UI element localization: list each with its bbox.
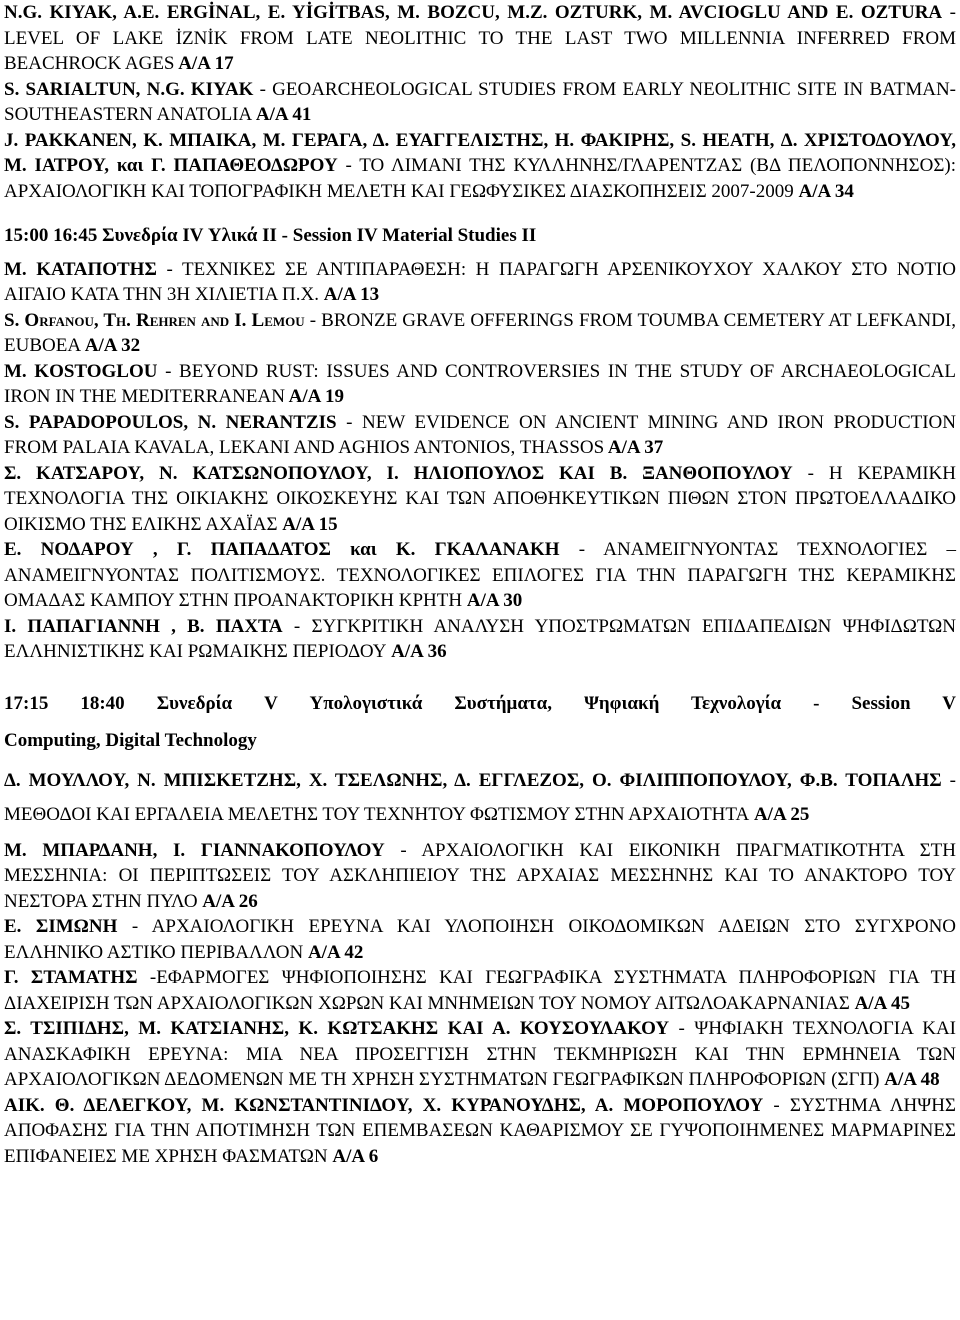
list-item	[4, 1016, 956, 1093]
session-heading-continued: Computing, Digital Technology	[4, 729, 257, 751]
entry-authors: M. KOSTOGLOU	[4, 360, 158, 382]
entry-title: - NEW EVIDENCE ON ANCIENT MINING AND IRON PRODUCTION FROM PALAIA KAVALA, LEKANI AND AGHIOS ANTONIOS, THASSOS	[4, 411, 956, 458]
list-item	[4, 914, 956, 965]
entry-aa-number: A/A 37	[604, 437, 664, 458]
entry-aa-number: A/A 41	[252, 104, 312, 125]
list-item	[4, 614, 956, 665]
entry-authors: N.G. KIYAK, A.E. ERGİNAL, E. YİGİTBAS, M. BOZCU, M.Z. OZTURK, M. AVCIOGLU AND E. OZTURA	[4, 2, 943, 23]
entry-authors: Σ. ΤΣΙΠΙΔΗΣ, Μ. ΚΑΤΣΙΑΝΗΣ, Κ. ΚΩΤΣΑΚΗΣ ΚΑΙ Α. ΚΟΥΣΟΥΛΑΚΟΥ	[4, 1018, 670, 1039]
entry-aa-number: A/A 15	[277, 513, 338, 535]
session5-entries	[4, 764, 956, 1170]
entry-aa-number: A/A 26	[197, 890, 258, 912]
entry-title: - ΤΕΧΝΙΚΕΣ ΣΕ ΑΝΤΙΠΑΡΑΘΕΣΗ: Η ΠΑΡΑΓΩΓΗ ΑΡΣΕΝΙΚΟΥΧΟΥ ΧΑΛΚΟΥ ΣΤΟ ΝΟΤΙΟ ΑΙΓΑΙΟ ΚΑΤΑ ΤΗΝ 3Η ΧΙΛΙΕΤΙΑ Π.Χ.	[4, 258, 956, 305]
entry-title: - ΑΡΧΑΙΟΛΟΓΙΚΗ ΕΡΕΥΝΑ ΚΑΙ ΥΛΟΠΟΙΗΣΗ ΟΙΚΟΔΟΜΙΚΩΝ ΑΔΕΙΩΝ ΣΤΟ ΣΥΓΧΡΟΝΟ ΕΛΛΗΝΙΚΟ ΑΣΤΙΚΟ ΠΕΡΙΒΑΛΛΟΝ	[4, 916, 957, 963]
session4-entries	[4, 257, 956, 665]
entry-aa-number: A/A 17	[174, 53, 234, 74]
entry-title: -ΕΦΑΡΜΟΓΕΣ ΨΗΦΙΟΠΟΙΗΣΗΣ ΚΑΙ ΓΕΩΓΡΑΦΙΚΑ ΣΥΣΤΗΜΑΤΑ ΠΛΗΡΟΦΟΡΙΩΝ ΓΙΑ ΤΗ ΔΙΑΧΕΙΡΙΣΗ ΤΩΝ ΑΡΧΑΙΟΛΟΓΙΚΩΝ ΧΩΡΩΝ ΚΑΙ ΜΝΗΜΕΙΩΝ ΤΟΥ ΝΟΜΟΥ ΑΙΤΩΛΟΑΚΑΡΝΑΝΙΑΣ	[4, 967, 956, 1014]
entry-aa-number: A/A 34	[793, 180, 854, 202]
entry-aa-number: A/A 45	[849, 992, 911, 1014]
entry-authors: J. PAKKANEN, K. ΜΠΑΙΚΑ, M. ΓΕΡΑΓΑ, Δ. ΕΥΑΓΓΕΛΙΣΤΗΣ, H. ΦΑΚΙΡΗΣ, S. HEATH, Δ. ΧΡΙΣΤΟΔΟΥΛΟΥ, M. ΙΑΤΡΟΥ, και Γ. ΠΑΠΑΘΕΟΔΩΡΟΥ	[4, 129, 956, 176]
entry-authors: Μ. ΜΠΑΡΔΑΝΗ, Ι. ΓΙΑΝΝΑΚΟΠΟΥΛΟΥ	[4, 839, 385, 861]
entry-title: - ΣΥΓΚΡΙΤΙΚΗ ΑΝΑΛΥΣΗ ΥΠΟΣΤΡΩΜΑΤΩΝ ΕΠΙΔΑΠΕΔΙΩΝ ΨΗΦΙΔΩΤΩΝ ΕΛΛΗΝΙΣΤΙΚΗΣ ΚΑΙ ΡΩΜΑΙΚΗΣ ΠΕΡΙΟΔΟΥ	[4, 615, 956, 662]
list-item	[4, 838, 956, 915]
entry-authors: Ε. ΝΟΔΑΡΟΥ , Γ. ΠΑΠΑΔΑΤΟΣ και Κ. ΓΚΑΛΑΝΑΚΗ	[4, 539, 560, 560]
entry-title: - ΑΝΑΜΕΙΓΝΥΟΝΤΑΣ ΤΕΧΝΟΛΟΓΙΕΣ – ΑΝΑΜΕΙΓΝΥΟΝΤΑΣ ΠΟΛΙΤΙΣΜΟΥΣ. ΤΕΧΝΟΛΟΓΙΚΕΣ ΕΠΙΛΟΓΕΣ ΓΙΑ ΤΗΝ ΠΑΡΑΓΩΓΗ ΤΗΣ ΚΕΡΑΜΙΚΗΣ ΟΜΑΔΑΣ ΚΑΜΠΟΥ ΣΤΗΝ ΠΡΟΑΝΑΚΤΟΡΙΚΗ ΚΡΗΤΗ	[4, 539, 956, 611]
entry-aa-number: A/A 36	[386, 641, 447, 662]
entry-authors: Ι. ΠΑΠΑΓΙΑΝΝΗ , Β. ΠΑΧΤΑ	[4, 615, 283, 637]
entry-title: - BEYOND RUST: ISSUES AND CONTROVERSIES IN THE STUDY OF ARCHAEOLOGICAL IRON IN THE MEDITERRANEAN	[4, 360, 956, 407]
entry-title: - GEOARCHEOLOGICAL STUDIES FROM EARLY NEOLITHIC SITE IN BATMAN- SOUTHEASTERN ANATOLIA	[4, 78, 957, 125]
entry-title: - ΜΕΘΟΔΟΙ ΚΑΙ ΕΡΓΑΛΕΙΑ ΜΕΛΕΤΗΣ ΤΟΥ ΤΕΧΝΗΤΟΥ ΦΩΤΙΣΜΟΥ ΣΤΗΝ ΑΡΧΑΙΟΤΗΤΑ	[4, 769, 956, 825]
top-entries	[4, 0, 956, 204]
entry-authors: ΑΙΚ. Θ. ΔΕΛΕΓΚΟΥ, Μ. ΚΩΝΣΤΑΝΤΙΝΙΔΟΥ, Χ. ΚΥΡΑΝΟΥΔΗΣ, Α. ΜΟΡΟΠΟΥΛΟΥ	[4, 1094, 764, 1116]
entry-aa-number: A/A 13	[318, 284, 380, 305]
entry-title: - ΣΥΣΤΗΜΑ ΛΗΨΗΣ ΑΠΟΦΑΣΗΣ ΓΙΑ ΤΗΝ ΑΠΟΤΙΜΗΣΗ ΤΩΝ ΕΠΕΜΒΑΣΕΩΝ ΚΑΘΑΡΙΣΜΟΥ ΣΕ ΓΥΨΟΠΟΙΗΜΕΝΕΣ ΜΑΡΜΑΡΙΝΕΣ ΕΠΙΦΑΝΕΙΕΣ ΜΕ ΧΡΗΣΗ ΦΑΣΜΑΤΩΝ	[4, 1094, 956, 1167]
entry-authors: Σ. ΚΑΤΣΑΡΟΥ, Ν. ΚΑΤΣΩΝΟΠΟΥΛΟΥ, Ι. ΗΛΙΟΠΟΥΛΟΣ ΚΑΙ Β. ΞΑΝΘΟΠΟΥΛΟΥ	[4, 462, 793, 484]
list-item	[4, 308, 956, 359]
entry-authors: S. SARIALTUN, N.G. KIYAK	[4, 78, 254, 100]
session-heading: 17:15 18:40 Συνεδρία V Υπολογιστικά Συστήματα, Ψηφιακή Τεχνολογία - Session V	[4, 692, 956, 714]
list-item	[4, 0, 956, 77]
entry-title: - LEVEL OF LAKE İZNİK FROM LATE NEOLITHIC TO THE LAST TWO MILLENNIA INFERRED FROM BEACHROCK AGES	[4, 2, 956, 74]
session-heading: 15:00 16:45 Συνεδρία IV Υλικά ΙΙ - Session IV Material Studies II	[4, 225, 537, 246]
list-item	[4, 537, 956, 614]
entry-authors: Ε. ΣΙΜΩΝΗ	[4, 916, 118, 937]
entry-title: - ΑΡΧΑΙΟΛΟΓΙΚΗ ΚΑΙ ΕΙΚΟΝΙΚΗ ΠΡΑΓΜΑΤΙΚΟΤΗΤΑ ΣΤΗ ΜΕΣΣΗΝΙΑ: ΟΙ ΠΕΡΙΠΤΩΣΕΙΣ ΤΟΥ ΑΣΚΛΗΠΙΕΙΟΥ ΤΗΣ ΑΡΧΑΙΑΣ ΜΕΣΣΗΝΗΣ ΚΑΙ ΤΟ ΑΝΑΚΤΟΡΟ ΤΟΥ ΝΕΣΤΟΡΑ ΣΤΗΝ ΠΥΛΟ	[4, 839, 956, 912]
entry-title: - BRONZE GRAVE OFFERINGS FROM TOUMBA CEMETERY AT LEFKANDI, EUBOEA	[4, 309, 956, 356]
entry-authors: Γ. ΣΤΑΜΑΤΗΣ	[4, 967, 138, 988]
entry-title: - Η ΚΕΡΑΜΙΚΗ ΤΕΧΝΟΛΟΓΙΑ ΤΗΣ ΟΙΚΙΑΚΗΣ ΟΙΚΟΣΚΕΥΗΣ ΚΑΙ ΤΩΝ ΑΠΟΘΗΚΕΥΤΙΚΩΝ ΠΙΘΩΝ ΣΤΟΝ ΠΡΩΤΟΕΛΛΑΔΙΚΟ ΟΙΚΙΣΜΟ ΤΗΣ ΕΛΙΚΗΣ ΑΧΑΪΑΣ	[4, 462, 956, 535]
entry-aa-number: A/A 6	[327, 1145, 379, 1167]
list-item	[4, 965, 956, 1016]
list-item	[4, 257, 956, 308]
entry-title: - ΤΟ ΛΙΜΑΝΙ ΤΗΣ ΚΥΛΛΗΝΗΣ/ΓΛΑΡΕΝΤΖΑΣ (ΒΔ ΠΕΛΟΠΟΝΝΗΣΟΣ): ΑΡΧΑΙΟΛΟΓΙΚΗ ΚΑΙ ΤΟΠΟΓΡΑΦΙΚΗ ΜΕΛΕΤΗ ΚΑΙ ΓΕΩΦΥΣΙΚΕΣ ΔΙΑΣΚΟΠΗΣΕΙΣ 2007-2009	[4, 155, 956, 202]
list-item	[4, 764, 956, 832]
entry-authors: Μ. ΚΑΤΑΠΟΤΗΣ	[4, 258, 157, 280]
entry-aa-number: A/A 48	[879, 1069, 940, 1090]
entry-title: - ΨΗΦΙΑΚΗ ΤΕΧΝΟΛΟΓΙΑ ΚΑΙ ΑΝΑΣΚΑΦΙΚΗ ΕΡΕΥΝΑ: ΜΙΑ ΝΕΑ ΠΡΟΣΕΓΓΙΣΗ ΣΤΗΝ ΤΕΚΜΗΡΙΩΣΗ ΚΑΙ ΤΗΝ ΕΡΜΗΝΕΙΑ ΤΩΝ ΑΡΧΑΙΟΛΟΓΙΚΩΝ ΔΕΔΟΜΕΝΩΝ ΜΕ ΤΗ ΧΡΗΣΗ ΣΥΣΤΗΜΑΤΩΝ ΓΕΩΓΡΑΦΙΚΩΝ ΠΛΗΡΟΦΟΡΙΩΝ (ΣΓΠ)	[4, 1018, 956, 1090]
entry-authors: S. Orfanou, Th. Rehren and I. Lemou	[4, 309, 305, 331]
list-item	[4, 77, 956, 128]
list-item	[4, 128, 956, 205]
list-item	[4, 359, 956, 410]
entry-aa-number: A/A 30	[462, 590, 523, 611]
entry-authors: S. PAPADOPOULOS, N. NERANTZIS	[4, 411, 337, 433]
entry-aa-number: A/A 25	[749, 803, 810, 825]
entry-authors: Δ. ΜΟΥΛΛΟΥ, Ν. ΜΠΙΣΚΕΤΖΗΣ, Χ. ΤΣΕΛΩΝΗΣ, Δ. ΕΓΓΛΕΖΟΣ, Ο. ΦΙΛΙΠΠΟΠΟΥΛΟΥ, Φ.Β. ΤΟΠΑΛΗΣ	[4, 769, 942, 791]
list-item	[4, 461, 956, 538]
entry-aa-number: A/A 42	[303, 941, 364, 963]
entry-aa-number: A/A 32	[81, 335, 141, 356]
list-item	[4, 1093, 956, 1170]
list-item	[4, 410, 956, 461]
entry-aa-number: A/A 19	[284, 386, 345, 407]
